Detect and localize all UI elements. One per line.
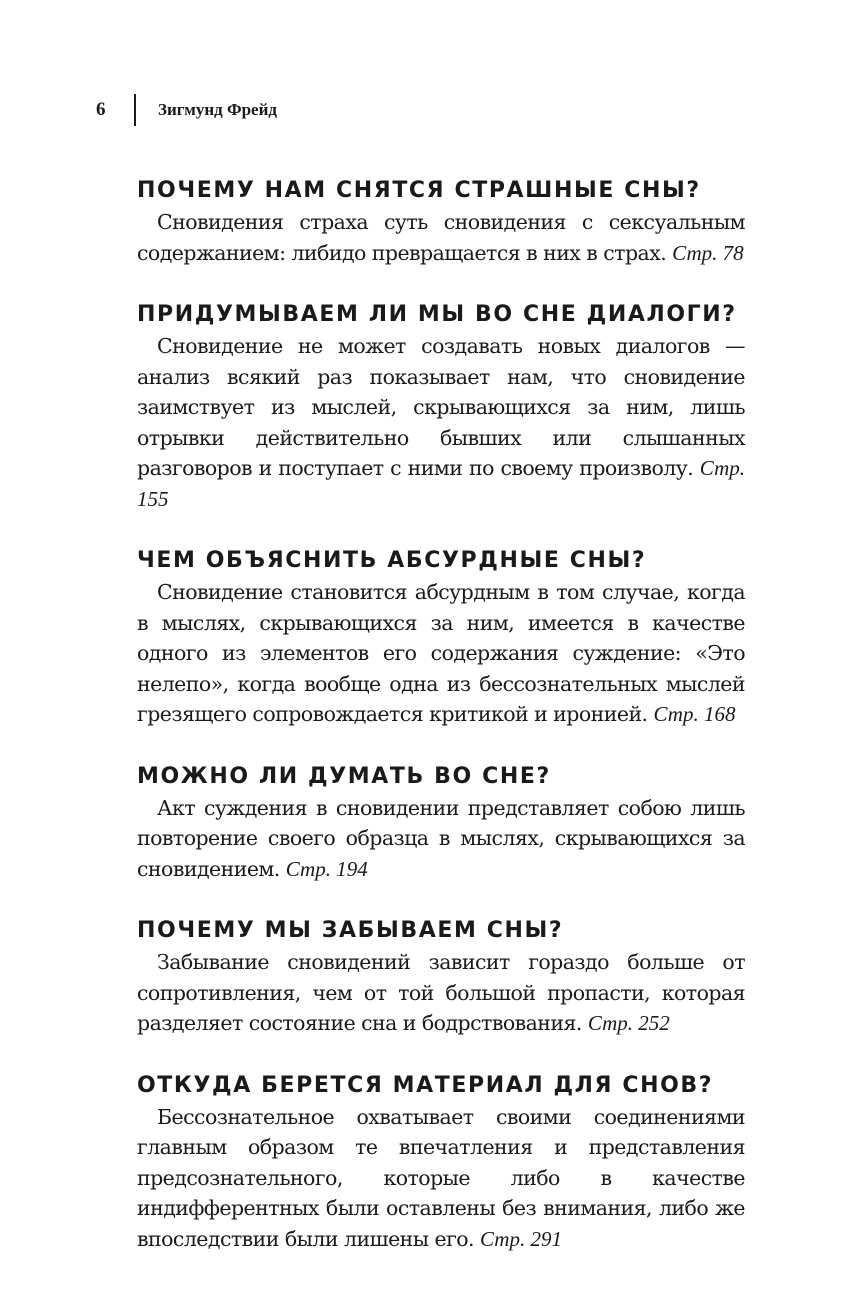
section-body — [137, 947, 745, 1039]
page-reference: Стр. 252 — [587, 1011, 670, 1035]
section-heading: ОТКУДА БЕРЕТСЯ МАТЕРИАЛ ДЛЯ СНОВ? — [137, 1072, 714, 1098]
faq-section — [137, 1069, 745, 1255]
page-reference: Стр. 168 — [653, 702, 736, 726]
faq-section — [137, 544, 745, 730]
section-heading: ЧЕМ ОБЪЯСНИТЬ АБСУРДНЫЕ СНЫ? — [137, 548, 647, 573]
section-text: Сновидение не может создавать новых диалогов — анализ всякий раз показывает нам, что сновидение заимствует из мыслей, скрывающихся за ним, лишь отрывки действительно бывших или слышанных разговоров и поступает с ними по своему произволу. — [137, 334, 745, 480]
section-text: Сновидение становится абсурдным в том случае, когда в мыслях, скрывающихся за ним, имеется в качестве одного из элементов его содержания суждение: «Это нелепо», когда вообще одна из бессознательных мыслей грезящего сопровождается критикой и иронией. — [137, 580, 745, 726]
section-heading: МОЖНО ЛИ ДУМАТЬ ВО СНЕ? — [137, 763, 551, 789]
section-body — [137, 793, 745, 885]
page-reference: Стр. 155 — [137, 456, 745, 511]
section-body — [137, 331, 745, 514]
faq-section — [137, 760, 745, 885]
section-heading: ПРИДУМЫВАЕМ ЛИ МЫ ВО СНЕ ДИАЛОГИ? — [137, 302, 737, 327]
section-text: Забывание сновидений зависит гораздо больше от сопротивления, чем от той большой пропасти, которая разделяет состояние сна и бодрствования. — [137, 950, 745, 1035]
section-text: Акт суждения в сновидении представляет собою лишь повторение своего образца в мыслях, скрывающихся за сновидением. — [137, 795, 745, 881]
section-body — [137, 577, 745, 730]
page-number: 6 — [96, 99, 106, 120]
section-body — [137, 1102, 745, 1255]
running-head-author: Зигмунд Фрейд — [158, 100, 277, 119]
header-divider — [134, 94, 136, 126]
faq-section — [137, 298, 745, 514]
faq-section — [137, 174, 745, 268]
page-reference: Стр. 194 — [285, 856, 368, 881]
section-body — [137, 207, 745, 268]
section-heading: ПОЧЕМУ НАМ СНЯТСЯ СТРАШНЫЕ СНЫ? — [137, 178, 701, 203]
section-text: Сновидения страха суть сновидения с сексуальным содержанием: либидо превращается в них в страх. — [137, 210, 745, 265]
page-content — [137, 174, 745, 1284]
section-text: Бессознательное охватывает своими соединениями главным образом те впечатления и представления предсознательного, которые либо в качестве индифферентных были оставлены без внимания, либо же впоследствии были лишены его. — [137, 1104, 745, 1251]
page-reference: Стр. 78 — [672, 240, 744, 265]
section-heading: ПОЧЕМУ МЫ ЗАБЫВАЕМ СНЫ? — [137, 918, 564, 943]
page-header — [96, 94, 277, 126]
page-reference: Стр. 291 — [480, 1226, 562, 1251]
faq-section — [137, 914, 745, 1039]
